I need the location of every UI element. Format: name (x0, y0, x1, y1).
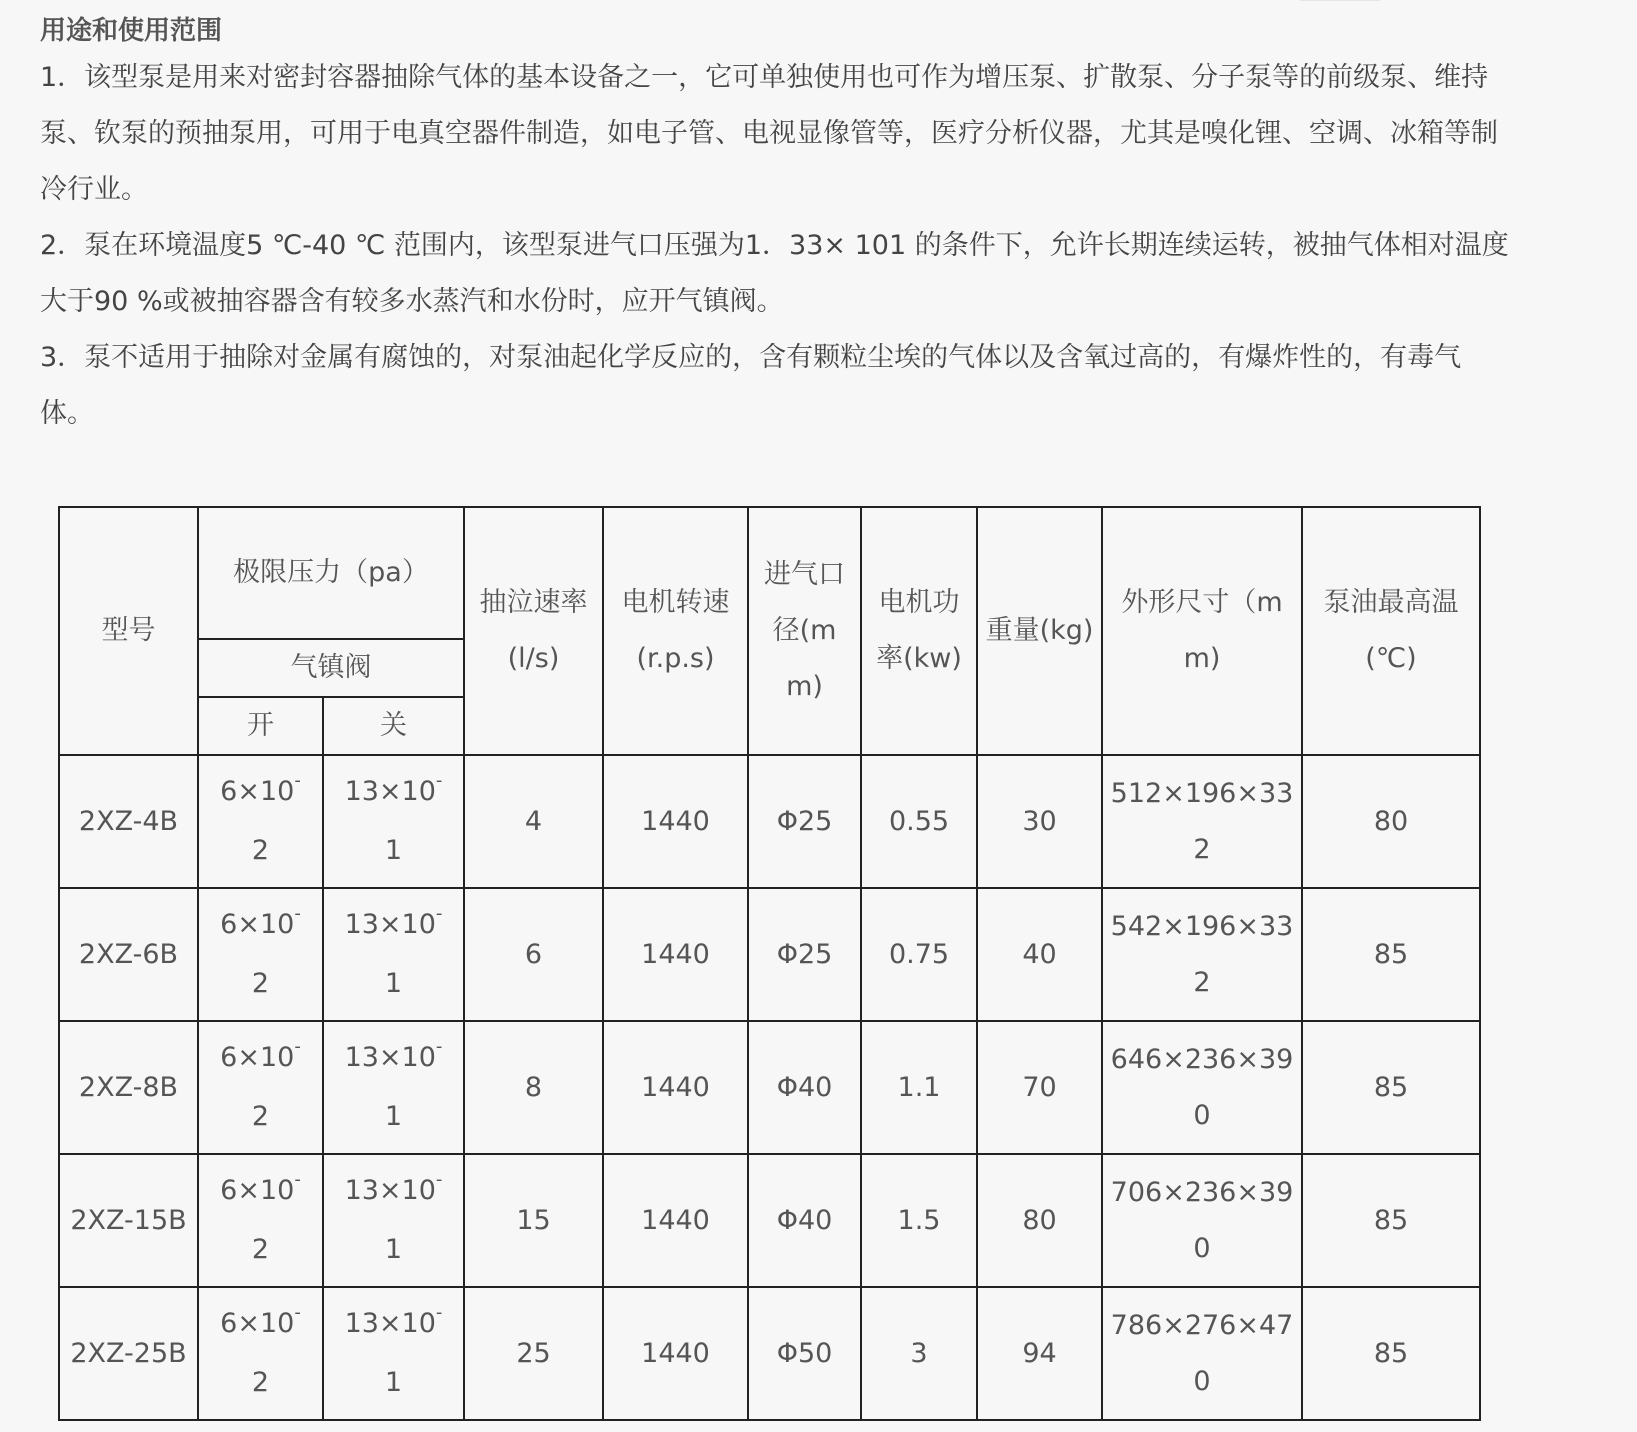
cell-closed-pressure (323, 1021, 464, 1154)
cell-pumping-speed: 25 (464, 1287, 603, 1420)
header-motor-speed: 电机转速 (r.p.s) (603, 507, 748, 755)
cell-motor-speed: 1440 (603, 1287, 748, 1420)
cell-max-temp: 85 (1302, 1287, 1480, 1420)
cell-motor-speed: 1440 (603, 1021, 748, 1154)
paragraph-1: 1．该型泵是用来对密封容器抽除气体的基本设备之一，它可单独使用也可作为增压泵、扩散泵、分子泵等的前级泵、维持泵、钦泵的预抽泵用，可用于电真空器件制造，如电子管、电视显像管等，医疗分析仪器，尤其是嗅化锂、空调、冰箱等制冷行业。 (40, 62, 1498, 205)
cell-closed-pressure (323, 1154, 464, 1287)
cell-dimensions: 706×236×390 (1102, 1154, 1302, 1287)
cell-open-pressure (198, 755, 323, 888)
cell-model: 2XZ-8B (59, 1021, 198, 1154)
header-gas-ballast: 气镇阀 (198, 639, 464, 697)
cell-inlet: Φ50 (748, 1287, 861, 1420)
header-pumping-speed: 抽泣速率(l/s) (464, 507, 603, 755)
table-row (59, 888, 1480, 1021)
cell-weight: 70 (977, 1021, 1102, 1154)
sci-value: 13×10- 1 (344, 1302, 443, 1398)
cell-open-pressure (198, 1154, 323, 1287)
cell-power: 0.75 (861, 888, 977, 1021)
cell-weight: 40 (977, 888, 1102, 1021)
sci-value: 13×10- 1 (344, 1036, 443, 1132)
cell-dimensions: 512×196×332 (1102, 755, 1302, 888)
cell-inlet: Φ25 (748, 755, 861, 888)
sci-value: 6×10- 2 (220, 1036, 301, 1132)
sci-value: 6×10- 2 (220, 1302, 301, 1398)
cell-model: 2XZ-25B (59, 1287, 198, 1420)
header-inlet-diameter: 进气口径(mm) (748, 507, 861, 755)
sci-value: 6×10- 2 (220, 903, 301, 999)
cell-pumping-speed: 15 (464, 1154, 603, 1287)
cell-motor-speed: 1440 (603, 1154, 748, 1287)
cell-open-pressure (198, 1021, 323, 1154)
sci-value: 13×10- 1 (344, 1169, 443, 1265)
section-heading: 用途和使用范围 (40, 16, 223, 46)
cell-closed-pressure (323, 755, 464, 888)
paragraph-2: 2．泵在环境温度5 ℃-40 ℃ 范围内，该型泵进气口压强为1．33× 101 的条件下，允许长期连续运转，被抽气体相对温度大于90 %或被抽容器含有较多水蒸汽和水份时，应开气镇阀。 (40, 230, 1509, 317)
cell-power: 1.1 (861, 1021, 977, 1154)
header-motor-power: 电机功率(kw) (861, 507, 977, 755)
table-row (59, 1154, 1480, 1287)
paragraph-3: 3．泵不适用于抽除对金属有腐蚀的，对泵油起化学反应的，含有颗粒尘埃的气体以及含氧过高的，有爆炸性的，有毒气体。 (40, 342, 1462, 429)
cell-inlet: Φ40 (748, 1154, 861, 1287)
header-closed: 关 (323, 697, 464, 755)
cell-open-pressure (198, 1287, 323, 1420)
cell-weight: 94 (977, 1287, 1102, 1420)
cell-power: 1.5 (861, 1154, 977, 1287)
article-content (40, 0, 1600, 442)
header-open: 开 (198, 697, 323, 755)
cell-weight: 30 (977, 755, 1102, 888)
cell-inlet: Φ40 (748, 1021, 861, 1154)
header-dimensions: 外形尺寸（mm) (1102, 507, 1302, 755)
cell-open-pressure (198, 888, 323, 1021)
sci-value: 13×10- 1 (344, 903, 443, 999)
cell-pumping-speed: 6 (464, 888, 603, 1021)
header-weight: 重量(kg) (977, 507, 1102, 755)
sci-value: 6×10- 2 (220, 770, 301, 866)
cell-motor-speed: 1440 (603, 888, 748, 1021)
cell-dimensions: 786×276×470 (1102, 1287, 1302, 1420)
header-model: 型号 (59, 507, 198, 755)
header-ultimate-pressure: 极限压力（pa） (198, 507, 464, 639)
sci-value: 6×10- 2 (220, 1169, 301, 1265)
cell-dimensions: 646×236×390 (1102, 1021, 1302, 1154)
table-row (59, 755, 1480, 888)
spec-table (58, 506, 1481, 1421)
cell-pumping-speed: 4 (464, 755, 603, 888)
cell-pumping-speed: 8 (464, 1021, 603, 1154)
sci-value: 13×10- 1 (344, 770, 443, 866)
table-row (59, 1287, 1480, 1420)
cell-weight: 80 (977, 1154, 1102, 1287)
cell-dimensions: 542×196×332 (1102, 888, 1302, 1021)
cell-max-temp: 85 (1302, 1021, 1480, 1154)
cell-inlet: Φ25 (748, 888, 861, 1021)
table-row (59, 1021, 1480, 1154)
cell-closed-pressure (323, 1287, 464, 1420)
cell-max-temp: 80 (1302, 755, 1480, 888)
cell-model: 2XZ-4B (59, 755, 198, 888)
cell-power: 3 (861, 1287, 977, 1420)
spec-table-wrapper (58, 506, 1481, 1421)
cell-max-temp: 85 (1302, 888, 1480, 1021)
cell-max-temp: 85 (1302, 1154, 1480, 1287)
cell-power: 0.55 (861, 755, 977, 888)
cell-motor-speed: 1440 (603, 755, 748, 888)
cell-closed-pressure (323, 888, 464, 1021)
cell-model: 2XZ-15B (59, 1154, 198, 1287)
cell-model: 2XZ-6B (59, 888, 198, 1021)
header-max-oil-temp: 泵油最高温(℃) (1302, 507, 1480, 755)
